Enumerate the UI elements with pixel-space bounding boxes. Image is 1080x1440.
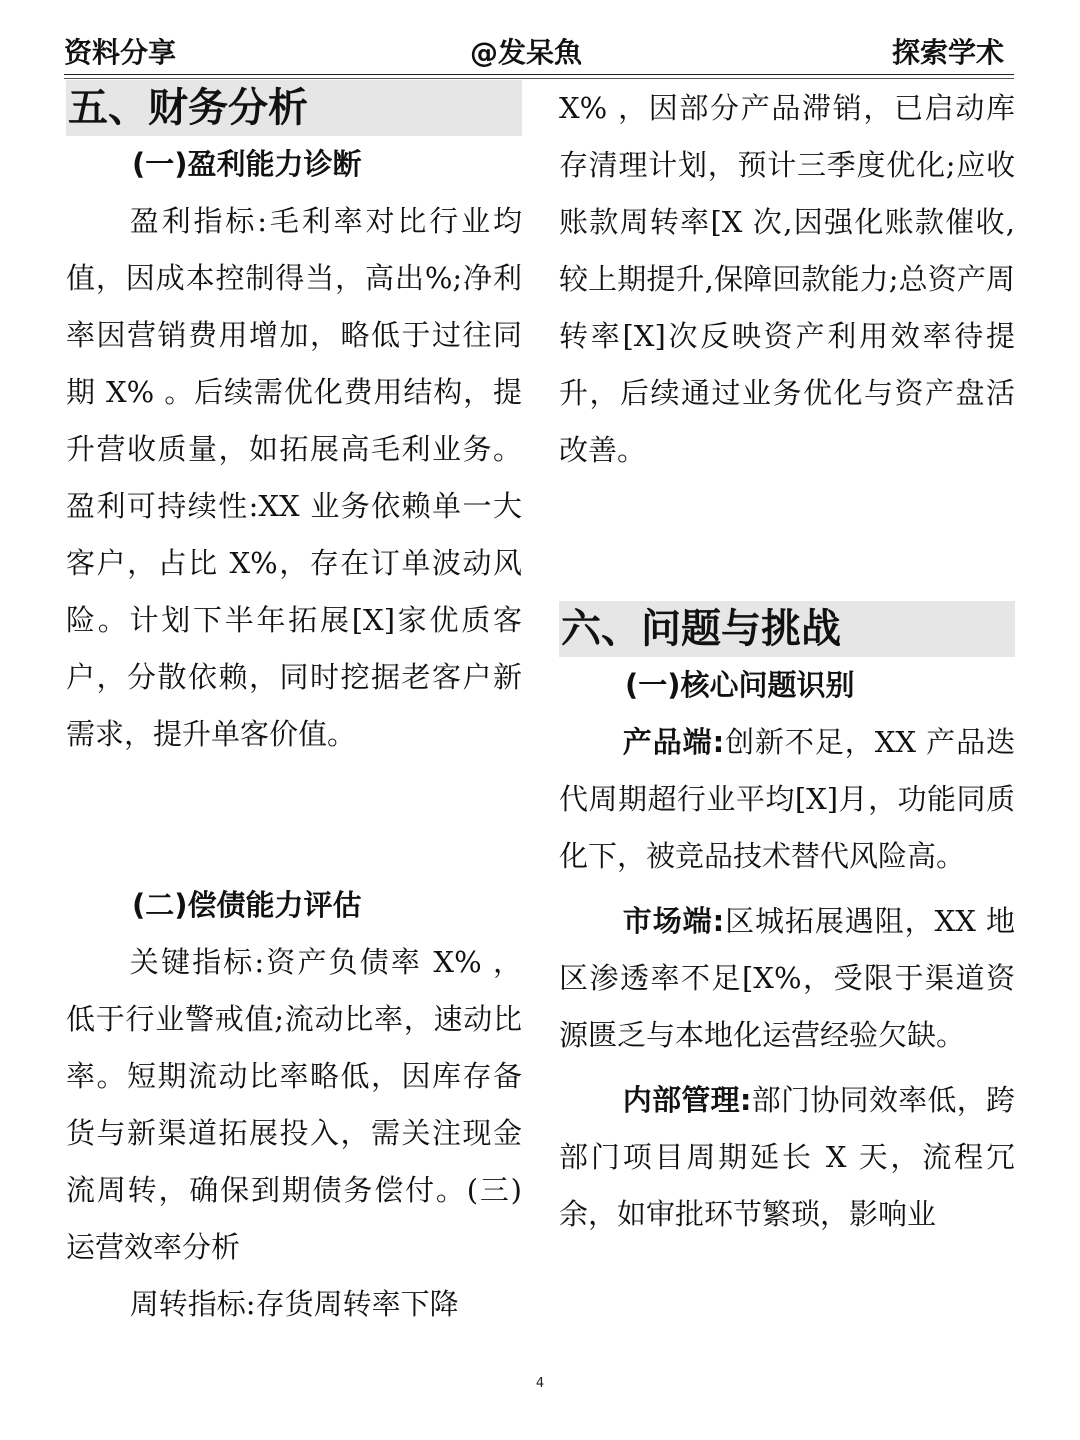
spacer <box>559 1064 1015 1072</box>
spacer <box>559 885 1015 893</box>
paragraph-turnover: 周转指标:存货周转率下降 <box>129 1287 459 1321</box>
left-column <box>66 80 522 1333</box>
spacer <box>559 479 1015 593</box>
page-header <box>64 34 1010 74</box>
paragraph-market-side <box>559 893 1015 1064</box>
paragraph-profitability: 盈利指标:毛利率对比行业均值，因成本控制得当，高出%;净利率因营销费用增加，略低于过往同期 X% 。后续需优化费用结构，提升营收质量，如拓展高毛利业务。盈利可持续性:XX 业务依赖单一大客户，占比 X%，存在订单波动风险。计划下半年拓展[X]家优质客户，分散依赖，同时挖据老客户新需求，提升单客价值。 <box>66 204 522 751</box>
paragraph-text: 创新不足，XX 产品迭代周期超行业平均[X]月，功能同质化下，被竞品技术替代风险高。 <box>559 725 1015 873</box>
section-title-financial-analysis: 五、财务分析 <box>66 80 522 136</box>
header-divider-thin <box>64 78 1014 79</box>
paragraph-text: 部门协同效率低，跨部门项目周期延长 X 天，流程冗余，如审批环节繁琐，影响业 <box>559 1083 1015 1231</box>
paragraph-internal-management <box>559 1072 1015 1243</box>
lead-label-product: 产品端: <box>622 725 725 759</box>
spacer <box>66 763 522 877</box>
paragraph-turnover-continued: X% ，因部分产品滞销，已启动库存清理计划，预计三季度优化;应收账款周转率[X 次,因强化账款催收,较上期提升,保障回款能力;总资产周转率[X]次反映资产利用效率待提升，后续通过业务优化与资产盘活改善。 <box>559 91 1015 467</box>
page-number: 4 <box>535 1376 545 1391</box>
right-column <box>559 80 1015 1243</box>
paragraph-solvency: 关键指标:资产负债率 X% ，低于行业警戒值;流动比率，速动比率。短期流动比率略低，因库存备货与新渠道拓展投入，需关注现金流周转，确保到期债务偿付。(三)运营效率分析 <box>66 945 522 1264</box>
paragraph-text: 区城拓展遇阻，XX 地区渗透率不足[X%，受限于渠道资源匮乏与本地化运营经验欠缺。 <box>559 904 1015 1052</box>
header-left-text: 资料分享 <box>64 36 177 69</box>
section-title-problems-challenges: 六、问题与挑战 <box>559 601 1015 657</box>
subheading-core-problems: (一)核心问题识别 <box>625 668 855 702</box>
subheading-profitability: (一)盈利能力诊断 <box>132 147 362 181</box>
header-center-text: @发呆魚 <box>470 36 583 69</box>
paragraph-product-side <box>559 714 1015 885</box>
subheading-solvency: (二)偿债能力评估 <box>132 888 362 922</box>
lead-label-internal: 内部管理: <box>622 1083 752 1117</box>
spacer <box>559 593 1015 601</box>
lead-label-market: 市场端: <box>622 904 725 938</box>
header-divider <box>64 74 1014 75</box>
header-right-text: 探索学术 <box>891 36 1004 69</box>
